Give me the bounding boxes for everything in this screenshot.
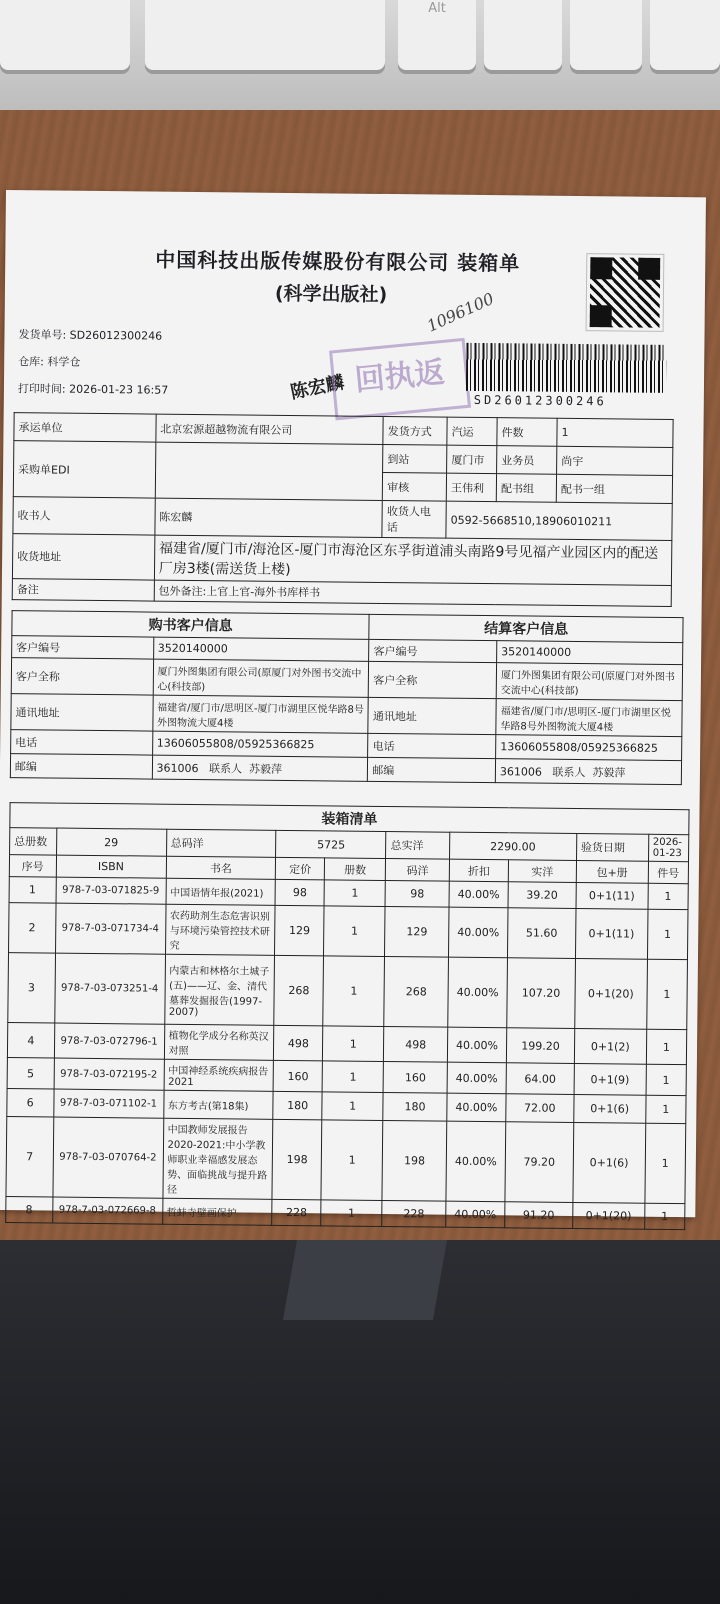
table-cell: 199.20 (506, 1028, 574, 1064)
print-time-value: 2026-01-23 16:57 (69, 382, 169, 397)
keyboard (0, 0, 720, 110)
station-value: 厦门市 (447, 445, 497, 474)
buyer-zip-value: 361006 (156, 761, 199, 775)
keyboard-key (570, 0, 642, 70)
column-header: 书名 (166, 856, 276, 879)
buyer-contact-label: 联系人 (208, 761, 243, 776)
table-cell: 180 (383, 1093, 447, 1122)
table-cell: 228 (272, 1199, 321, 1226)
table-cell: 160 (384, 1062, 448, 1094)
table-cell: 268 (274, 955, 323, 1026)
table-row (9, 903, 688, 960)
address-label: 收货地址 (12, 534, 154, 580)
carrier-value: 北京宏源超越物流有限公司 (156, 414, 384, 444)
carrier-label: 承运单位 (14, 413, 156, 442)
column-header: 定价 (276, 857, 325, 880)
table-cell: 4 (7, 1023, 54, 1058)
table-cell: 228 (382, 1200, 446, 1227)
order-no-label: 发货单号: (18, 328, 67, 342)
pieces-label: 件数 (497, 418, 557, 447)
table-cell: 1 (324, 880, 386, 907)
total-price-value: 5725 (276, 830, 386, 858)
phone-label: 收货人电话 (382, 500, 446, 538)
handwritten-signature: 陈宏麟 (288, 372, 346, 404)
table-cell: 中国语情年报(2021) (166, 878, 276, 905)
print-time (18, 380, 169, 398)
settle-id-value: 3520140000 (497, 641, 683, 665)
settle-zip-contact (495, 759, 681, 785)
table-cell: 268 (384, 957, 448, 1028)
barcode-text: SD26012300246 (473, 392, 607, 409)
settle-addr-label: 通讯地址 (368, 697, 496, 734)
address-value: 福建省/厦门市/海沧区-厦门市海沧区东孚街道浦头南路9号见福产业园区内的配送厂房3楼(需送货上楼) (154, 535, 672, 585)
recipient-value: 陈宏麟 (155, 498, 383, 537)
table-cell: 107.20 (507, 958, 575, 1029)
table-cell: 0+1(6) (573, 1122, 646, 1203)
return-receipt-stamp: 回执返 (329, 338, 471, 420)
keyboard-key (650, 0, 720, 70)
table-cell: 1 (321, 1200, 383, 1227)
customer-table (10, 610, 684, 785)
settle-id-label: 客户编号 (369, 639, 497, 662)
table-cell: 中国教师发展报告2020-2021:中小学教师职业幸福感发展态势、面临挑战与提升路径 (162, 1118, 273, 1199)
table-cell: 180 (273, 1091, 322, 1120)
table-cell: 40.00% (447, 1062, 507, 1094)
table-cell: 72.00 (506, 1094, 574, 1123)
column-header: ISBN (56, 855, 166, 878)
table-cell: 51.60 (508, 908, 576, 959)
settle-zip-label: 邮编 (368, 757, 496, 782)
reviewer-label: 审核 (383, 472, 447, 501)
order-no (18, 326, 162, 344)
settle-contact-label: 联系人 (552, 765, 586, 779)
document-subtitle: (科学出版社) (274, 282, 388, 306)
table-cell: 978-7-03-070764-2 (52, 1117, 163, 1198)
table-cell: 哲蚌寺壁画保护 (162, 1198, 272, 1225)
table-cell: 0+1(20) (575, 959, 648, 1030)
table-cell: 160 (274, 1060, 323, 1092)
notes-label: 备注 (12, 579, 154, 601)
total-price-label: 总码洋 (166, 829, 276, 857)
total-actual-value: 2290.00 (449, 832, 576, 860)
buyer-contact-value: 苏毅萍 (248, 762, 283, 776)
table-cell: 198 (382, 1121, 446, 1202)
table-cell: 农药助剂生态危害识别与环境污染管控技术研究 (165, 904, 275, 955)
buyer-id-value: 3520140000 (153, 637, 369, 661)
table-cell: 0+1(20) (572, 1202, 644, 1229)
table-cell: 5 (7, 1058, 54, 1089)
shipping-table (12, 412, 674, 607)
table-cell: 0+1(11) (576, 883, 648, 910)
table-cell: 978-7-03-072796-1 (54, 1023, 164, 1059)
table-cell: 0+1(11) (575, 909, 647, 960)
buyer-zip-label: 邮编 (10, 754, 152, 779)
station-label: 到站 (383, 444, 447, 473)
table-cell: 498 (384, 1027, 448, 1063)
column-header: 包+册 (576, 861, 648, 884)
buyer-addr-label: 通讯地址 (11, 694, 153, 731)
table-cell: 40.00% (447, 1093, 507, 1122)
table-cell: 40.00% (446, 1201, 505, 1228)
table-cell: 中国神经系统疾病报告2021 (164, 1059, 274, 1091)
table-cell: 1 (648, 883, 689, 909)
settle-section-title: 结算客户信息 (369, 614, 683, 642)
table-cell: 0+1(2) (574, 1028, 646, 1064)
table-cell: 内蒙古和林格尔土城子(五)——辽、金、清代墓葬发掘报告(1997-2007) (164, 954, 275, 1025)
table-cell: 978-7-03-072195-2 (54, 1058, 164, 1090)
settle-contact-value: 苏毅萍 (592, 765, 626, 780)
table-cell: 40.00% (446, 1121, 506, 1202)
chair-part (283, 1240, 447, 1320)
table-row (8, 953, 688, 1030)
total-books-label: 总册数 (10, 828, 57, 855)
ship-method-label: 发货方式 (383, 416, 447, 445)
table-cell: 1 (646, 959, 687, 1029)
handwritten-number: 1096100 (424, 288, 497, 336)
table-cell: 64.00 (506, 1063, 574, 1095)
column-header: 序号 (9, 855, 56, 877)
packing-section-title: 装箱清单 (10, 803, 689, 835)
table-cell: 1 (321, 1120, 383, 1201)
table-cell: 2 (9, 903, 56, 953)
buyer-tel-label: 电话 (11, 730, 153, 755)
phone-value: 0592-5668510,18906010211 (446, 501, 672, 540)
table-cell: 植物化学成分名称英汉对照 (164, 1024, 274, 1060)
table-cell: 1 (322, 1061, 384, 1093)
dist-group-label: 配书组 (496, 474, 556, 503)
notes-value: 包外备注:上官上官-海外书库样书 (154, 580, 671, 606)
column-header: 码洋 (386, 859, 450, 882)
order-no-value: SD26012300246 (69, 328, 163, 343)
keyboard-key (484, 0, 562, 70)
buyer-name-label: 客户全称 (11, 658, 153, 695)
settle-tel-label: 电话 (368, 733, 496, 758)
settle-tel-value: 13606055808/05925366825 (496, 735, 682, 761)
qr-code-icon (587, 254, 664, 331)
settle-name-value: 厦门外图集团有限公司(原厦门对外图书交流中心(科技部) (496, 663, 682, 701)
table-cell: 3 (8, 953, 55, 1023)
table-cell: 198 (272, 1119, 321, 1200)
keyboard-key (0, 0, 130, 70)
table-cell: 978-7-03-071825-9 (56, 877, 166, 904)
settle-zip-value: 361006 (499, 764, 543, 779)
table-cell: 498 (274, 1025, 323, 1061)
table-cell: 6 (7, 1089, 54, 1117)
warehouse-value: 科学仓 (47, 355, 81, 369)
keyboard-key (145, 0, 385, 70)
table-cell: 978-7-03-071102-1 (53, 1089, 163, 1118)
warehouse-label: 仓库: (18, 355, 44, 369)
buyer-name-value: 厦门外图集团有限公司(原厦门对外图书交流中心(科技部) (153, 659, 369, 697)
print-time-label: 打印时间: (17, 382, 66, 396)
table-cell: 98 (275, 879, 324, 906)
column-header: 折扣 (449, 859, 508, 882)
total-actual-label: 总实洋 (386, 832, 450, 860)
ship-method-value: 汽运 (447, 417, 497, 446)
buyer-id-label: 客户编号 (12, 636, 154, 659)
table-cell: 1 (645, 1123, 686, 1203)
column-header: 件号 (648, 861, 689, 883)
table-cell: 39.20 (508, 882, 576, 909)
pieces-value: 1 (557, 418, 673, 447)
table-cell: 1 (322, 1092, 384, 1121)
settle-name-label: 客户全称 (369, 661, 497, 698)
check-date-value: 2026-01-23 (648, 834, 689, 861)
column-header: 实洋 (508, 860, 576, 883)
table-cell: 40.00% (447, 1027, 507, 1063)
settle-addr-value: 福建省/厦门市/思明区-厦门市湖里区悦华路8号外图物流大厦4楼 (496, 699, 682, 737)
document-title: 中国科技出版传媒股份有限公司 装箱单 (155, 247, 521, 276)
table-cell: 1 (323, 956, 385, 1027)
table-cell: 0+1(6) (574, 1094, 646, 1123)
dist-group-value: 配书一组 (556, 474, 672, 503)
salesperson-value: 尚宇 (557, 446, 673, 475)
table-cell: 1 (324, 906, 386, 957)
column-header: 册数 (324, 858, 386, 881)
table-row (6, 1117, 686, 1204)
table-cell: 1 (646, 1064, 687, 1095)
buyer-addr-value: 福建省/厦门市/思明区-厦门市湖里区悦华路8号外图物流大厦4楼 (152, 695, 368, 733)
edi-value (155, 442, 383, 500)
check-date-label: 验货日期 (576, 834, 648, 862)
table-cell: 东方考古(第18集) (163, 1090, 273, 1119)
table-cell: 79.20 (505, 1122, 574, 1203)
buyer-zip-contact (152, 755, 368, 781)
table-cell: 1 (646, 1029, 687, 1064)
table-cell: 40.00% (448, 907, 508, 958)
table-cell: 0+1(9) (574, 1063, 646, 1095)
packing-list-table (5, 802, 689, 1230)
table-cell: 1 (645, 1095, 686, 1123)
barcode (466, 343, 666, 393)
table-cell: 978-7-03-073251-4 (54, 953, 165, 1024)
salesperson-label: 业务员 (497, 446, 557, 475)
table-cell: 1 (9, 877, 56, 903)
table-cell: 129 (275, 905, 324, 956)
alt-key: Alt (398, 0, 476, 70)
reviewer-value: 王伟利 (446, 473, 496, 502)
buyer-section-title: 购书客户信息 (12, 611, 370, 640)
edi-label: 采购单EDI (13, 441, 155, 498)
table-cell: 40.00% (448, 957, 508, 1028)
table-cell: 91.20 (505, 1202, 573, 1229)
total-books-value: 29 (56, 828, 166, 856)
packing-slip (0, 190, 706, 1223)
table-cell: 7 (6, 1117, 53, 1197)
table-cell: 978-7-03-071734-4 (55, 903, 165, 954)
table-cell: 8 (6, 1197, 53, 1223)
table-cell: 978-7-03-072669-8 (52, 1197, 162, 1224)
table-cell: 98 (385, 881, 449, 908)
warehouse (18, 353, 80, 370)
recipient-label: 收书人 (13, 497, 155, 535)
table-cell: 1 (647, 909, 688, 959)
table-cell: 1 (644, 1203, 685, 1229)
table-cell: 40.00% (449, 881, 508, 908)
buyer-tel-value: 13606055808/05925366825 (152, 731, 368, 757)
table-cell: 129 (385, 907, 449, 958)
table-cell: 1 (323, 1026, 385, 1062)
